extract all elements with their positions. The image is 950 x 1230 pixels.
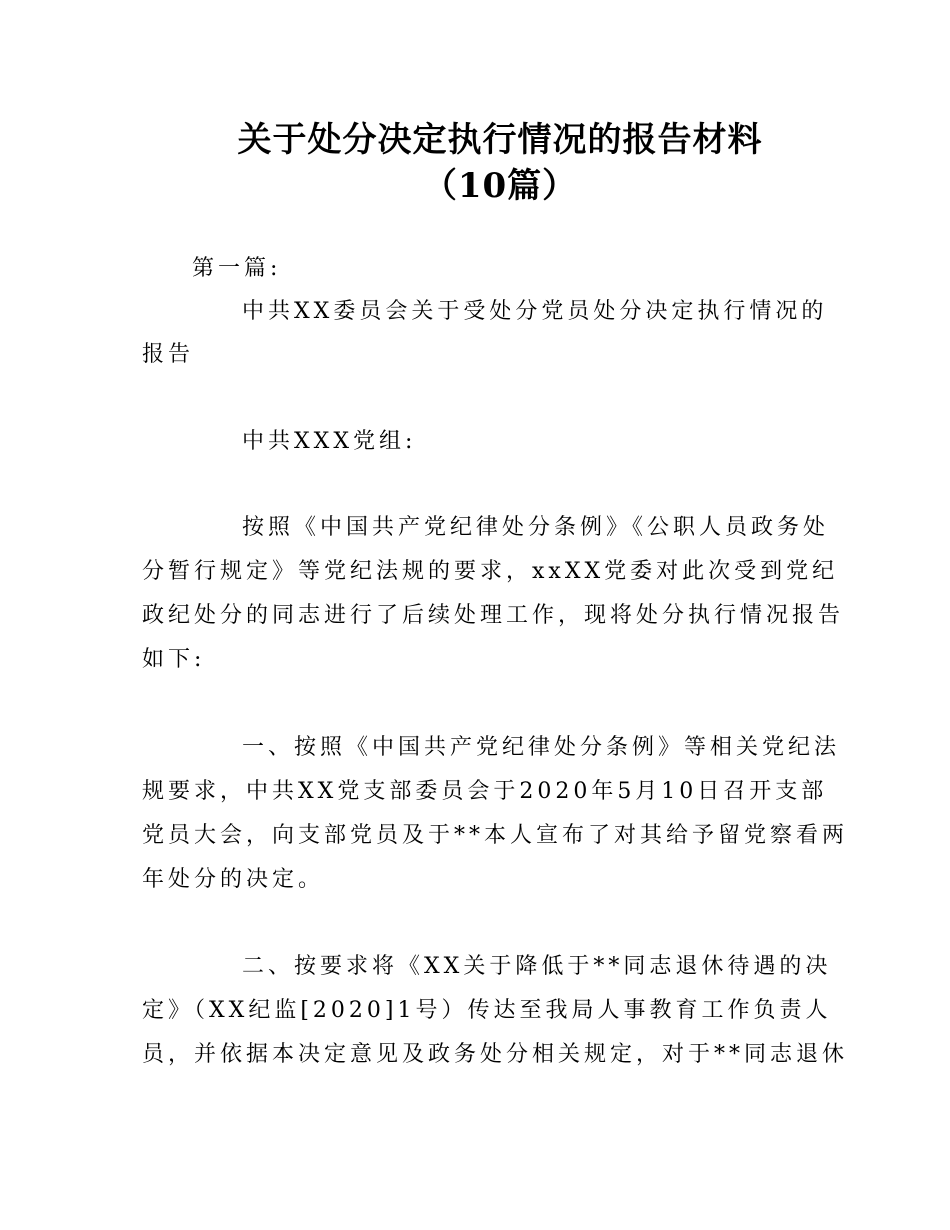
intro-paragraph-line: 按照《中国共产党纪律处分条例》《公职人员政务处 [242,515,830,540]
item-one-line: 年处分的决定。 [142,867,325,892]
item-one-line: 党员大会，向支部党员及于**本人宣布了对其给予留党察看两 [142,823,849,848]
item-one-line: 规要求，中共XX党支部委员会于2020年5月10日召开支部 [142,779,828,804]
addressee: 中共XXX党组: [242,429,417,454]
section-label: 第一篇: [192,256,282,281]
report-title-line: 中共XX委员会关于受处分党员处分决定执行情况的 [242,299,828,324]
item-two-line: 员，并依据本决定意见及政务处分相关规定，对于**同志退休 [142,1042,849,1067]
document-title: 关于处分决定执行情况的报告材料 [237,120,763,160]
report-title-line: 报告 [142,342,195,367]
item-two-line: 定》（XX纪监[2020]1号）传达至我局人事教育工作负责人 [142,998,832,1023]
intro-paragraph-line: 政纪处分的同志进行了后续处理工作，现将处分执行情况报告 [142,603,845,628]
intro-paragraph-line: 分暂行规定》等党纪法规的要求，xxXX党委对此次受到党纪 [142,559,839,584]
item-two-line: 二、按要求将《XX关于降低于**同志退休待遇的决 [242,954,832,979]
document-title-count: （10篇） [422,166,578,206]
intro-paragraph-line: 如下: [142,647,206,672]
item-one-line: 一、按照《中国共产党纪律处分条例》等相关党纪法 [242,735,841,760]
